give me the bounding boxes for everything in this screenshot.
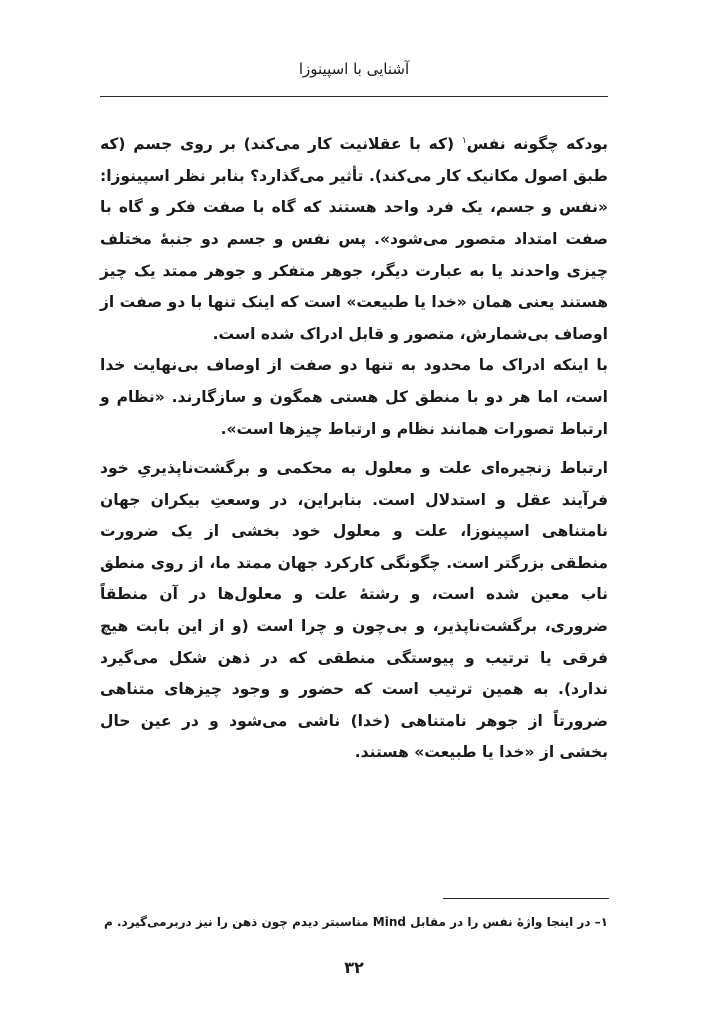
footnote-rule bbox=[443, 898, 609, 899]
header-rule bbox=[100, 96, 608, 97]
footnote: ۱– در اینجا واژهٔ نفس را در مقابل Mind مناسبتر دیدم چون ذهن را نیز دربرمی‌گیرد. م bbox=[104, 915, 608, 929]
paragraph-2: با اینکه ادراک ما محدود به تنها دو صفت از اوصاف بی‌نهایت خدا است، اما هر دو با منطق کل هستی همگون و سازگارند. «نظام و ارتباط تصورات همانند نظام و ارتباط چیزها است». bbox=[100, 356, 608, 438]
body-text bbox=[100, 126, 608, 769]
running-head: آشنایی با اسپینوزا bbox=[298, 60, 410, 78]
page-number: ۳۲ bbox=[344, 958, 364, 977]
paragraph-1 bbox=[100, 126, 608, 350]
paragraph-1-rest: (که با عقلانیت کار می‌کند) بر روی جسم (که طبق اصول مکانیک کار می‌کند). تأثیر می‌گذارد؟ بنابر نظر اسپینوزا: «نفس و جسم، یک فرد واحد هستند که گاه با صفت فکر و گاه با صفت امتداد متصور می‌شود». پس نفس و جسم دو جنبهٔ مختلف چیزی واحدند یا به عبارت دیگر، جوهر متفکر و جوهر ممتد یک چیز هستند یعنی همان «خدا یا طبیعت» است که اینک تنها با دو صفت از اوصاف بی‌شمارش، متصور و قابل ادراک شده است. bbox=[100, 135, 608, 343]
paragraph-3: ارتباط زنجیره‌ای علت و معلول به محکمی و برگشت‌ناپذیریِ خود فرآیند عقل و استدلال است. بنابراین، در وسعتِ بیکران جهان نامتناهی اسپینوزا، علت و معلول خود بخشی از یک ضرورت منطقی بزرگتر است. چگونگی کارکرد جهان ممتد ما، از روی منطق ناب معین شده است، و رشتهٔ علت و معلول‌ها در آن منطقاً ضروری، برگشت‌ناپذیر، و بی‌چون و چرا است (و از این بابت هیچ فرقی یا ترتیب و پیوستگی منطقی که در ذهن شکل می‌گیرد ندارد). به همین ترتیب است که حضور و وجود چیزهای متناهی ضرورتاً از جوهر نامتناهی (خدا) ناشی می‌شود و در عین حال بخشی از «خدا یا طبیعت» هستند. bbox=[100, 459, 608, 762]
paragraph-1-start: بودکه چگونه نفس bbox=[466, 135, 608, 154]
footnote-reference[interactable]: ۱ bbox=[461, 136, 467, 146]
